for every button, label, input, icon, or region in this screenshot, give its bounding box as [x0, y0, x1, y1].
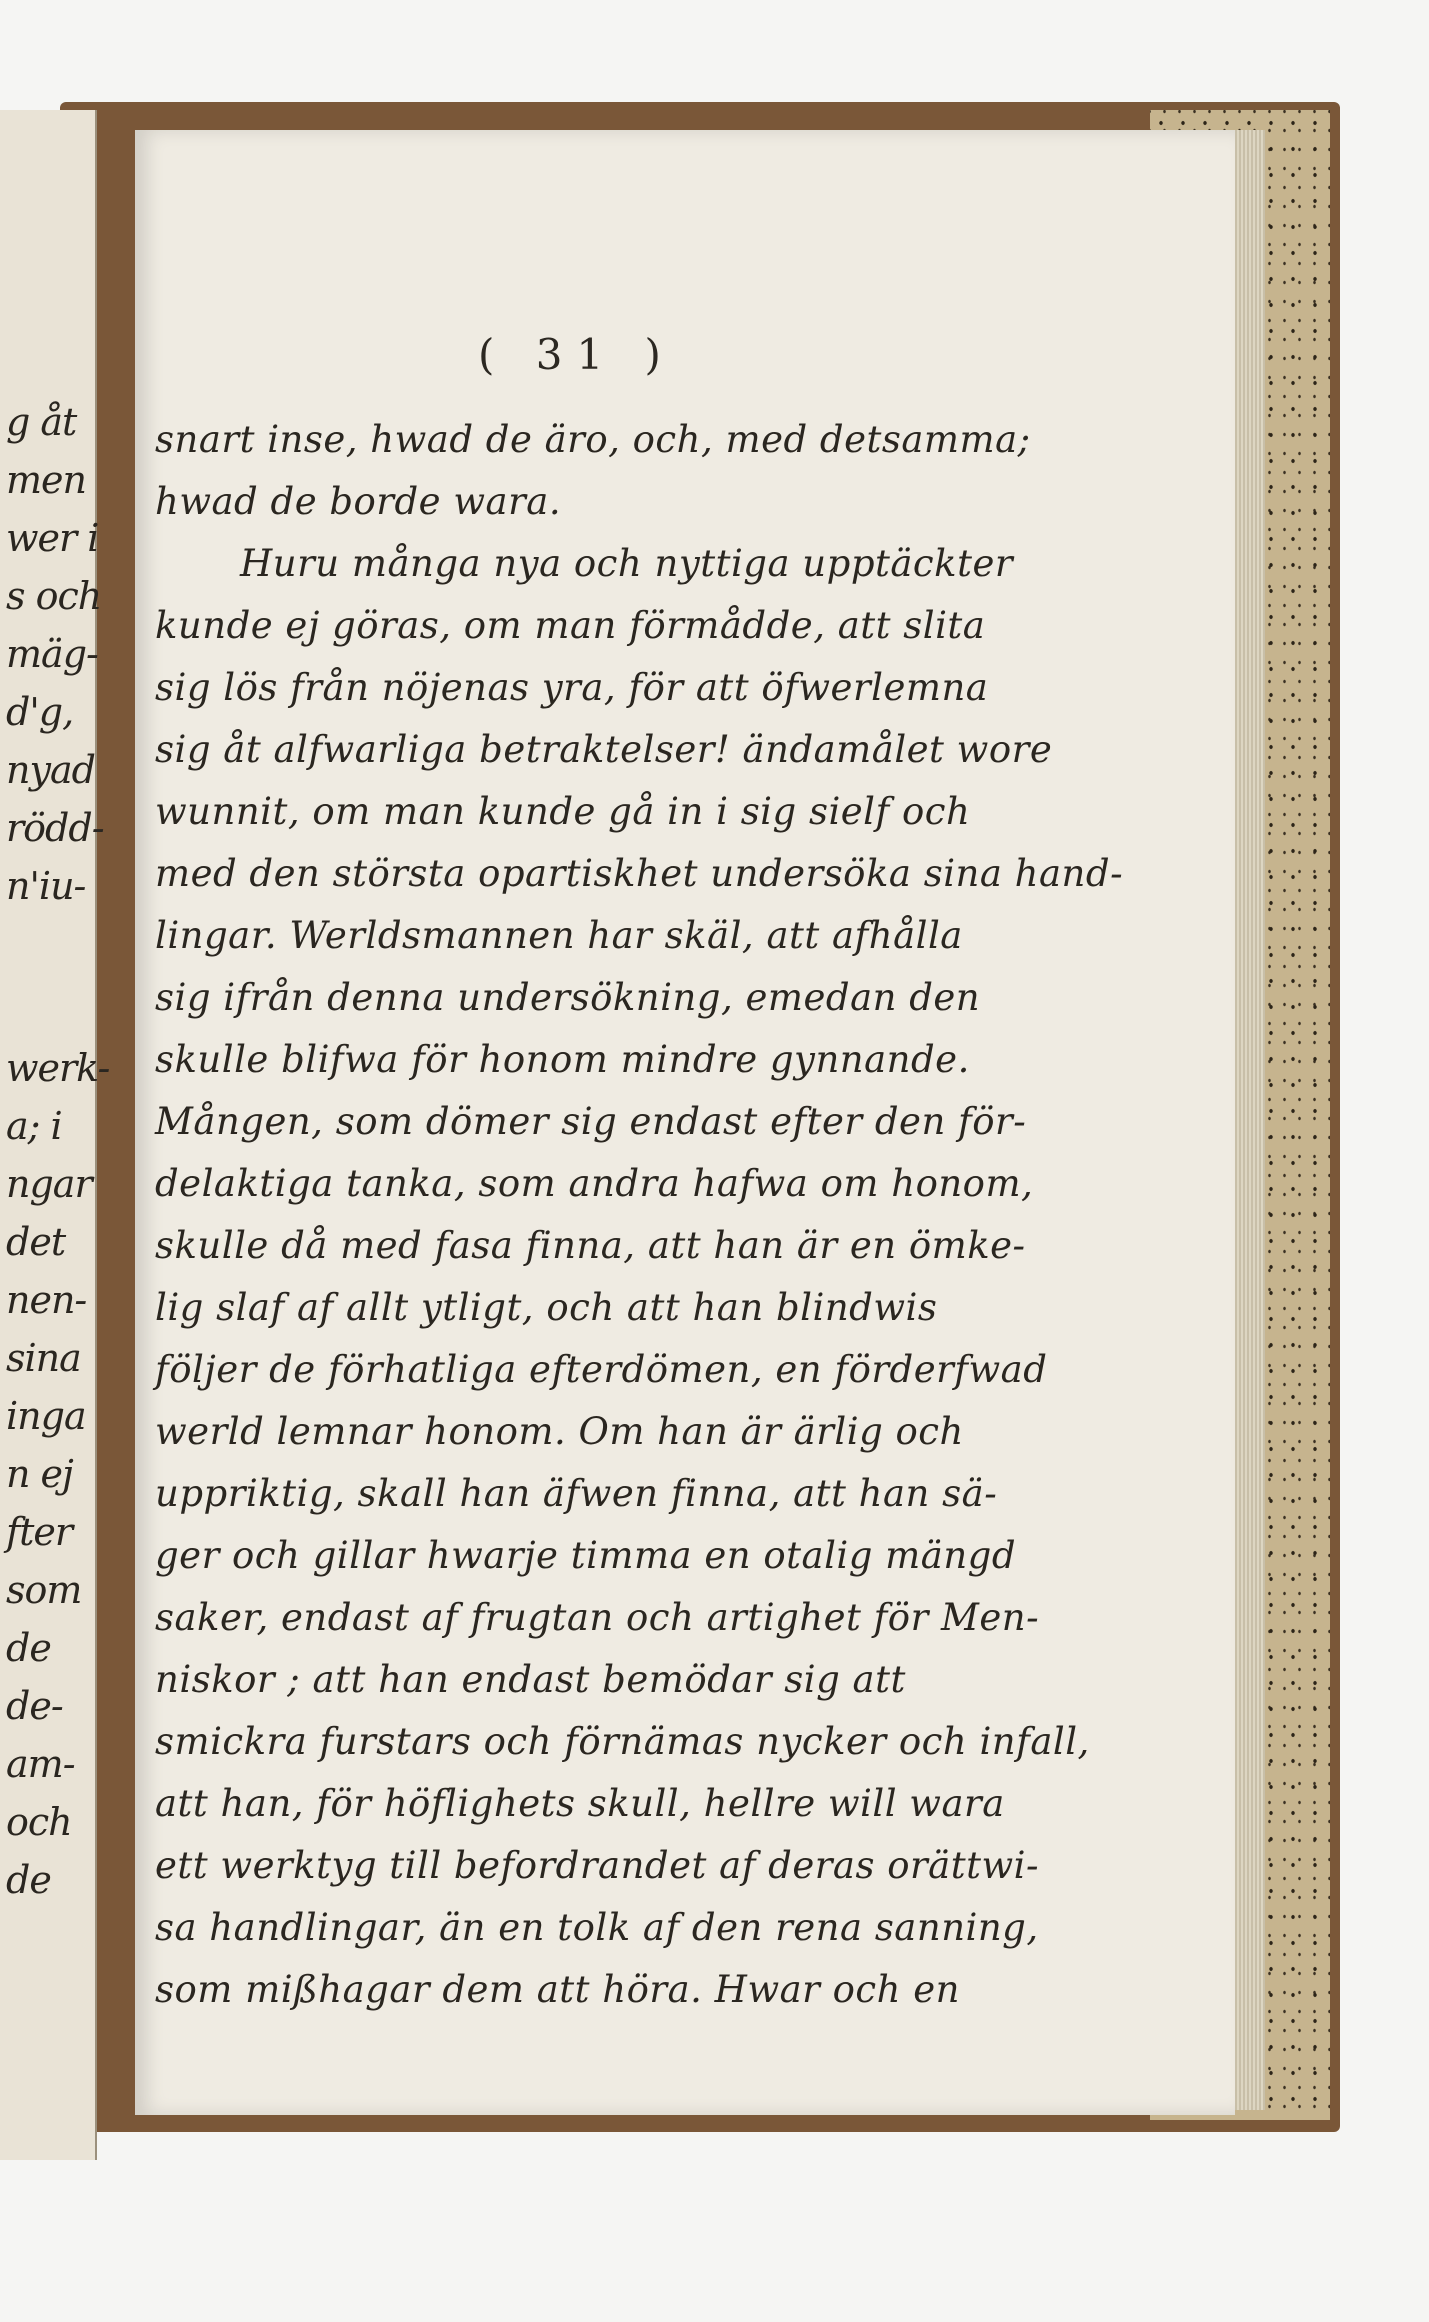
text-line: skulle blifwa för honom mindre gynnande.: [155, 1038, 970, 1081]
facing-page-line: g åt: [6, 400, 77, 444]
facing-page-line: som: [6, 1568, 82, 1612]
text-line: med den största opartiskhet undersöka sina hand-: [155, 852, 1124, 895]
facing-page-line: d'g,: [6, 690, 74, 734]
text-line: kunde ej göras, om man förmådde, att slita: [155, 604, 986, 647]
text-line: hwad de borde wara.: [155, 480, 562, 523]
facing-page-line: de: [6, 1626, 51, 1670]
text-line: wunnit, om man kunde gå in i sig sielf och: [155, 790, 971, 833]
text-line: sig ifrån denna undersökning, emedan den: [155, 976, 981, 1019]
text-line: lig slaf af allt ytligt, och att han blindwis: [155, 1286, 938, 1329]
text-line: sig åt alfwarliga betraktelser! ändamålet wore: [155, 728, 1053, 771]
text-line: följer de förhatliga efterdömen, en förderfwad: [155, 1348, 1048, 1391]
text-line: ger och gillar hwarje timma en otalig mängd: [155, 1534, 1017, 1577]
facing-page-line: n'iu-: [6, 864, 86, 908]
facing-page-line: s och: [6, 574, 102, 618]
facing-page-line: det: [6, 1220, 66, 1264]
text-line: skulle då med fasa finna, att han är en ömke-: [155, 1224, 1026, 1267]
text-line: niskor ; att han endast bemödar sig att: [155, 1658, 906, 1701]
facing-page-line: wer i: [6, 516, 99, 560]
facing-page: [0, 110, 110, 2160]
text-line: delaktiga tanka, som andra hafwa om honom,: [155, 1162, 1034, 1205]
text-line: snart inse, hwad de äro, och, med detsamma;: [155, 418, 1031, 461]
facing-page-line: men: [6, 458, 86, 502]
facing-page-line: nyad: [6, 748, 95, 792]
facing-page-line: fter: [6, 1510, 72, 1554]
text-line: att han, för höflighets skull, hellre will wara: [155, 1782, 1005, 1825]
facing-page-line: ngar: [6, 1162, 92, 1206]
text-line: ett werktyg till befordrandet af deras orättwi-: [155, 1844, 1039, 1887]
facing-page-line: de-: [6, 1684, 63, 1728]
page-number: ( 31 ): [478, 330, 675, 379]
text-line: uppriktig, skall han äfwen finna, att han sä-: [155, 1472, 998, 1515]
facing-page-line: de: [6, 1858, 51, 1902]
facing-page-line: sina: [6, 1336, 81, 1380]
facing-page-line: a; i: [6, 1104, 62, 1148]
facing-page-line: nen-: [6, 1278, 87, 1322]
facing-page-line: n ej: [6, 1452, 73, 1496]
text-line: lingar. Werldsmannen har skäl, att afhålla: [155, 914, 963, 957]
text-line: Huru många nya och nyttiga upptäckter: [240, 542, 1014, 585]
text-line: sa handlingar, än en tolk af den rena sanning,: [155, 1906, 1039, 1949]
text-line: sig lös från nöjenas yra, för att öfwerlemna: [155, 666, 989, 709]
facing-page-line: am-: [6, 1742, 75, 1786]
text-line: werld lemnar honom. Om han är ärlig och: [155, 1410, 964, 1453]
facing-page-line: werk-: [6, 1046, 110, 1090]
facing-page-line: rödd-: [6, 806, 104, 850]
text-line: Mången, som dömer sig endast efter den för-: [155, 1100, 1027, 1143]
facing-page-line: inga: [6, 1394, 86, 1438]
text-line: smickra furstars och förnämas nycker och infall,: [155, 1720, 1090, 1763]
facing-page-line: mäg-: [6, 632, 98, 676]
facing-page-line: och: [6, 1800, 72, 1844]
text-line: saker, endast af frugtan och artighet för Men-: [155, 1596, 1040, 1639]
text-line: som mißhagar dem att höra. Hwar och en: [155, 1968, 960, 2011]
